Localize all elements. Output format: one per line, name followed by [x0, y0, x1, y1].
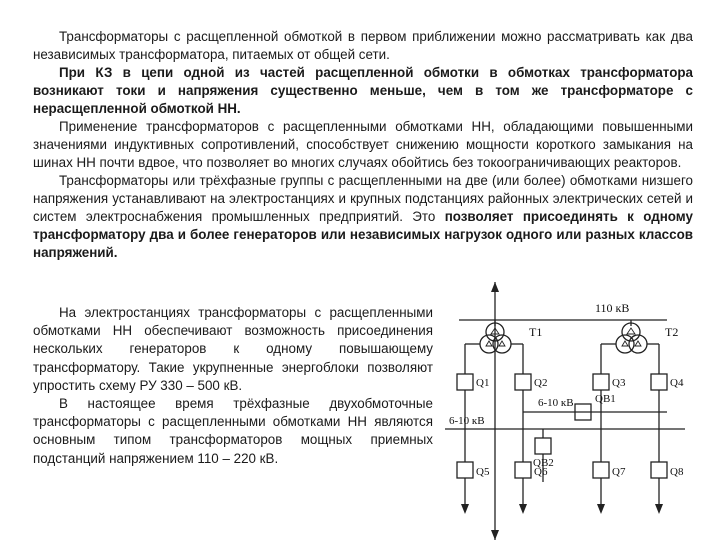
q3-label: Q3 [612, 377, 626, 389]
feeder-arrows [461, 504, 663, 540]
paragraph-installation [33, 172, 693, 262]
paragraph-installation-bold: позволяет присоединять к одному трансформатору два и более генераторов или независимых нагрузок одного или разных классов напряжений. [33, 209, 693, 260]
lv-bus-lower-label: 6-10 кВ [449, 415, 485, 427]
feeder-arrow-q5 [461, 504, 469, 514]
feeder-arrow-q8 [655, 504, 663, 514]
breaker-q4 [651, 374, 667, 390]
breaker-q1 [457, 374, 473, 390]
paragraph-power-plants: На электростанциях трансформаторы с расщепленными обмотками НН обеспечивают возможность присоединения нескольких генераторов к одному повышающему трансформатору. Такие укрупненные энергоблоки позволяют упростить схему РУ 330 – 500 кВ. [33, 305, 433, 393]
qb2-label: QB2 [533, 457, 554, 469]
substation-schematic [445, 282, 695, 540]
t1-label: T1 [529, 325, 543, 339]
q2-label: Q2 [534, 377, 548, 389]
breaker-q7 [593, 462, 609, 478]
paragraph-installation-text: Трансформаторы или трёхфазные группы с расщепленными на две (или более) обмотками низшего напряжения устанавливают на электростанциях и крупных подстанциях районных электрических сетей и систем электроснабжения промышленных предприятий. Это [33, 173, 693, 224]
feeder-arrow-q6 [519, 504, 527, 514]
t2-label: T2 [665, 325, 679, 339]
breaker-q6 [515, 462, 531, 478]
q5-label: Q5 [476, 466, 490, 478]
feeder-arrow-center [491, 530, 499, 540]
breaker-q8 [651, 462, 667, 478]
paragraph-split-winding-intro: Трансформаторы с расщепленной обмоткой в первом приближении можно рассматривать как два независимых трансформатора, питаемых от общей сети. [33, 29, 693, 62]
lv-bus-upper-label: 6-10 кВ [538, 397, 574, 409]
paragraph-short-circuit: При КЗ в цепи одной из частей расщепленной обмотки в обмотках трансформатора возникают токи и напряжения существенно меньше, чем в том же трансформаторе с нерасщепленной обмоткой НН. [33, 65, 693, 116]
lower-text-column [33, 304, 433, 468]
breaker-qb2 [535, 438, 551, 454]
breaker-q2 [515, 374, 531, 390]
paragraph-substations: В настоящее время трёхфазные двухобмоточные трансформаторы с расщепленными обмотками НН являются основным типом трансформаторов мощных приемных подстанций напряжением 110 – 220 кВ. [33, 396, 433, 466]
breaker-q3 [593, 374, 609, 390]
breaker-q5 [457, 462, 473, 478]
q4-label: Q4 [670, 377, 684, 389]
q1-label: Q1 [476, 377, 490, 389]
paragraph-application: Применение трансформаторов с расщепленными обмотками НН, обладающими повышенными значениями индуктивных сопротивлений, способствует снижению мощности короткого замыкания на шинах НН почти вдвое, что позволяет во многих случаях обойтись без токоограничивающих реакторов. [33, 119, 693, 170]
document-body [33, 28, 693, 262]
q8-label: Q8 [670, 466, 684, 478]
q6-label: Q6 [534, 466, 548, 478]
hv-bus-label: 110 кВ [595, 301, 630, 315]
feeder-arrow-q7 [597, 504, 605, 514]
qb1-label: QB1 [595, 393, 616, 405]
winding-connection-symbols [486, 328, 641, 346]
q7-label: Q7 [612, 466, 626, 478]
